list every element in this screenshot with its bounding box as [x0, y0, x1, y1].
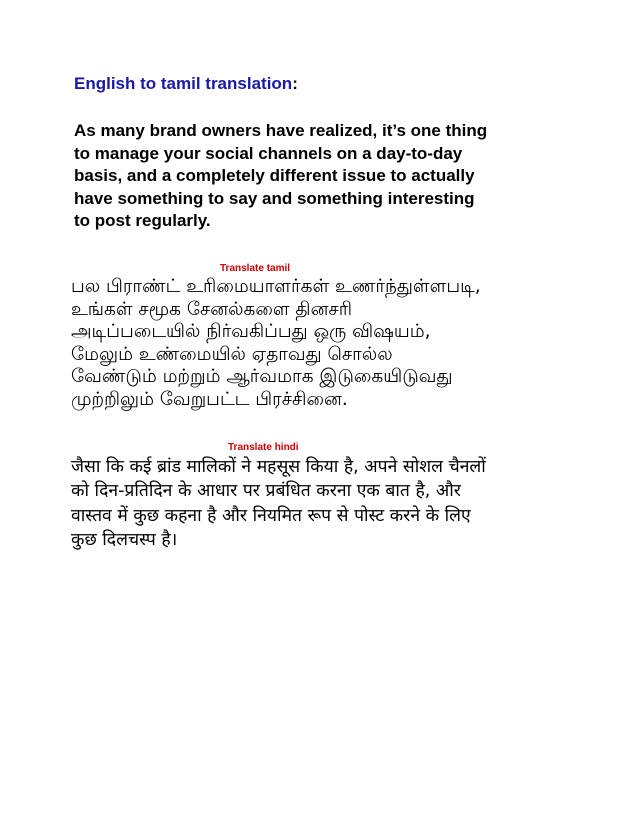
hindi-section-label: Translate hindi — [228, 442, 299, 453]
tamil-line: பல பிராண்ட் உரிமையாளர்கள் உணர்ந்துள்ளபடி, — [71, 276, 481, 297]
hindi-line: जैसा कि कई ब्रांड मालिकों ने महसूस किया है, अपने सोशल चैनलों — [71, 457, 486, 477]
hindi-line: कुछ दिलचस्प है। — [71, 530, 178, 551]
page-title-colon: : — [292, 74, 298, 93]
english-paragraph — [74, 120, 574, 233]
page-title-text: English to tamil translation — [74, 74, 293, 93]
hindi-line: वास्तव में कुछ कहना है और नियमित रूप से पोस्ट करने के लिए — [71, 505, 471, 526]
english-line: basis, and a completely different issue to actually — [74, 166, 475, 185]
english-line: to manage your social channels on a day-to-day — [74, 143, 463, 163]
english-line: have something to say and something interesting — [74, 188, 475, 208]
tamil-section-label: Translate tamil — [220, 263, 291, 274]
hindi-translation — [71, 455, 591, 553]
tamil-line: மேலும் உண்மையில் ஏதாவது சொல்ல — [71, 343, 393, 365]
english-line: to post regularly. — [74, 211, 211, 230]
tamil-line: வேண்டும் மற்றும் ஆர்வமாக இடுகையிடுவது — [71, 366, 453, 388]
page-title — [74, 74, 298, 94]
tamil-line: உங்கள் சமூக சேனல்களை தினசரி — [71, 298, 353, 320]
tamil-line: அடிப்படையில் நிர்வகிப்பது ஒரு விஷயம், — [71, 321, 431, 343]
english-line: As many brand owners have realized, it’s one thing — [74, 121, 488, 140]
hindi-line: को दिन-प्रतिदिन के आधार पर प्रबंधित करना एक बात है, और — [71, 481, 461, 502]
tamil-line: முற்றிலும் வேறுபட்ட பிரச்சினை. — [71, 388, 348, 410]
tamil-translation — [71, 276, 591, 412]
